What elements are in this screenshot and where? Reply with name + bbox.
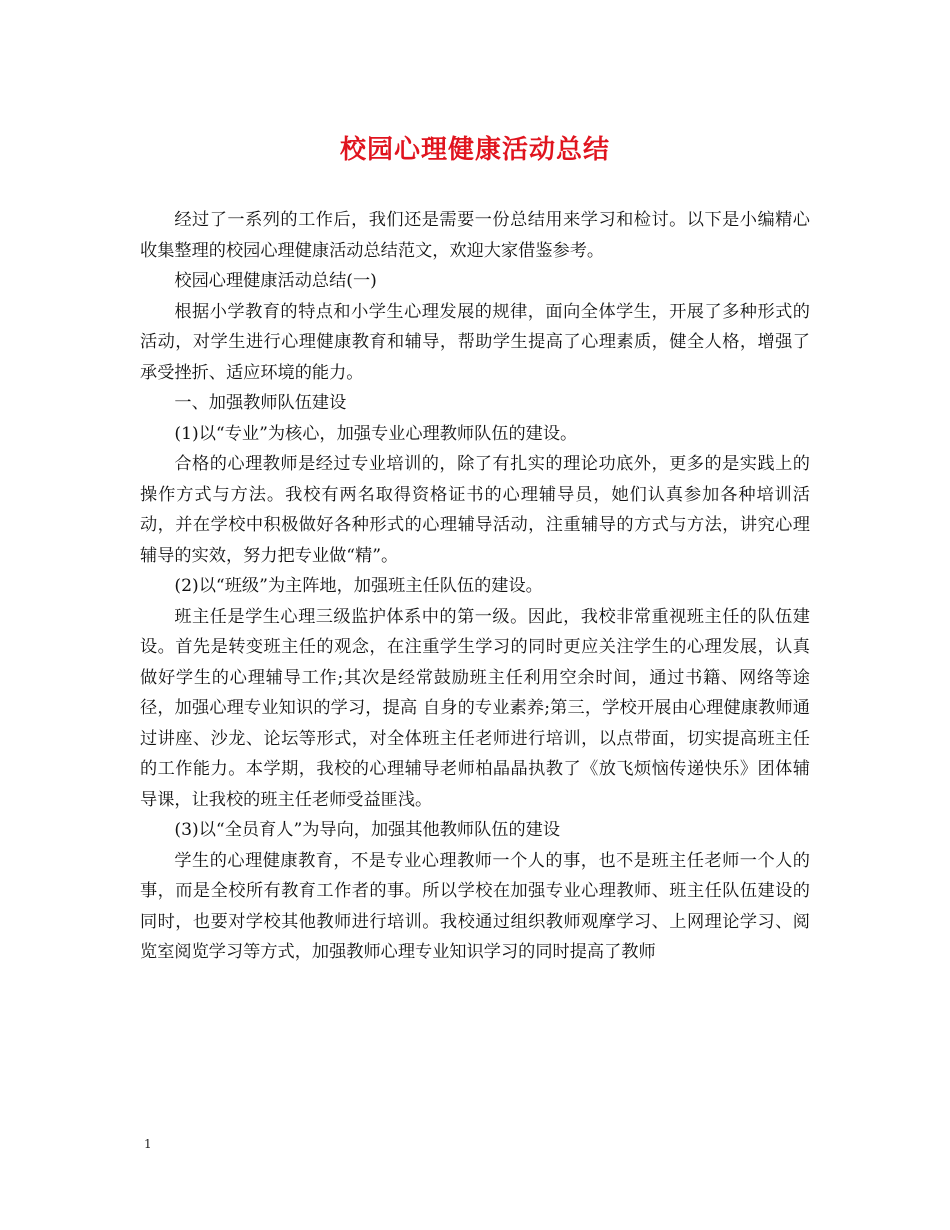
document-body [140,205,810,968]
paragraph-overview: 根据小学教育的特点和小学生心理发展的规律，面向全体学生，开展了多种形式的活动，对学生进行心理健康教育和辅导，帮助学生提高了心理素质，健全人格，增强了承受挫折、适应环境的能力。 [140,301,810,383]
subheading-class-teacher: (2)以“班级”为主阵地，加强班主任队伍的建设。 [174,576,543,596]
page-number: 1 [144,1137,152,1151]
section-heading-summary-one: 校园心理健康活动总结(一) [174,271,377,291]
paragraph-all-staff: 学生的心理健康教育，不是专业心理教师一个人的事，也不是班主任老师一个人的事，而是全校所有教育工作者的事。所以学校在加强专业心理教师、班主任队伍建设的同时，也要对学校其他教师进行培训。我校通过组织教师观摩学习、上网理论学习、阅览室阅览学习等方式，加强教师心理专业知识学习的同时提高了教师 [140,850,810,962]
subheading-professional: (1)以“专业”为核心，加强专业心理教师队伍的建设。 [174,423,578,444]
subheading-all-staff: (3)以“全员育人”为导向，加强其他教师队伍的建设 [174,820,561,840]
paragraph-class-teacher: 班主任是学生心理三级监护体系中的第一级。因此，我校非常重视班主任的队伍建设。首先是转变班主任的观念，在注重学生学习的同时更应关注学生的心理发展，认真做好学生的心理辅导工作;其次是经常鼓励班主任利用空余时间，通过书籍、网络等途径，加强心理专业知识的学习，提高 自身的专业素养;第三，学校开展由心理健康教师通过讲座、沙龙、论坛等形式，对全体班主任老师进行培训，以点带面，切实提高班主任的工作能力。本学期，我校的心理辅导老师柏晶晶执教了《放飞烦恼传递快乐》团体辅导课，让我校的班主任老师受益匪浅。 [140,606,810,810]
paragraph-intro: 经过了一系列的工作后，我们还是需要一份总结用来学习和检讨。以下是小编精心收集整理的校园心理健康活动总结范文，欢迎大家借鉴参考。 [140,210,810,261]
section-heading-teacher-team: 一、加强教师队伍建设 [174,393,347,413]
paragraph-professional: 合格的心理教师是经过专业培训的，除了有扎实的理论功底外，更多的是实践上的操作方式与方法。我校有两名取得资格证书的心理辅导员，她们认真参加各种培训活动，并在学校中积极做好各种形式的心理辅导活动，注重辅导的方式与方法，讲究心理辅导的实效，努力把专业做“精”。 [140,454,810,566]
document-title: 校园心理健康活动总结 [339,135,610,165]
